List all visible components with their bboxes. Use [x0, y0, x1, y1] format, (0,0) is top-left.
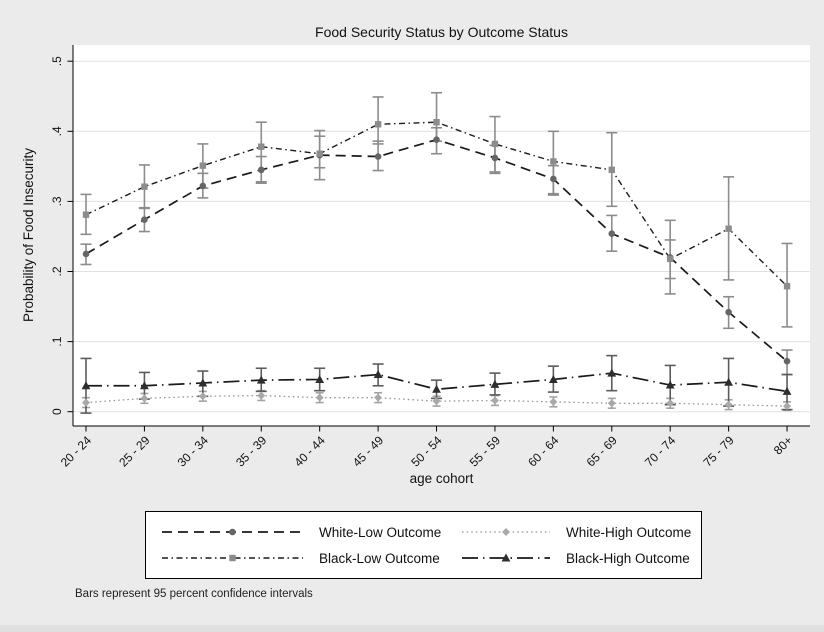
x-tick-label: 45 - 49 — [349, 433, 387, 470]
legend-label: White-High Outcome — [566, 524, 692, 540]
legend-item — [460, 524, 691, 540]
legend-sample-circle — [160, 524, 305, 540]
x-tick-label: 25 - 29 — [116, 433, 153, 470]
x-tick-label: 35 - 39 — [233, 433, 270, 470]
note-text: Bars represent 95 percent confidence intervals — [75, 588, 313, 600]
y-tick-label: .1 — [50, 336, 64, 347]
x-tick-label: 40 - 44 — [291, 433, 328, 470]
x-tick-label: 60 - 64 — [525, 433, 562, 470]
y-tick-label: .5 — [50, 56, 64, 67]
bottom-strip — [0, 625, 824, 632]
x-tick-label: 55 - 59 — [466, 433, 504, 470]
y-tick-label: 0 — [50, 408, 64, 416]
x-axis-title: age cohort — [409, 471, 474, 486]
legend-label: Black-High Outcome — [566, 550, 690, 566]
legend-item — [460, 550, 691, 566]
legend-sample-square — [160, 550, 305, 566]
legend-label: Black-Low Outcome — [319, 550, 440, 566]
x-tick-label: 65 - 69 — [583, 433, 620, 470]
x-tick-label: 75 - 79 — [700, 433, 737, 470]
legend-label: White-Low Outcome — [319, 524, 442, 540]
legend-grid — [146, 512, 701, 578]
x-tick-label: 20 - 24 — [57, 433, 95, 470]
chart-title: Food Security Status by Outcome Status — [315, 24, 568, 40]
y-axis-title: Probability of Food Insecurity — [21, 147, 36, 323]
plot-area — [73, 45, 810, 426]
legend — [145, 511, 702, 579]
legend-sample-triangle — [460, 550, 552, 566]
x-tick-label: 30 - 34 — [174, 433, 211, 470]
x-tick-label: 70 - 74 — [642, 433, 679, 470]
legend-item — [160, 524, 460, 540]
y-tick-label: .2 — [50, 266, 64, 277]
x-tick-label: 80+ — [770, 433, 796, 458]
legend-sample-diamond — [460, 524, 552, 540]
legend-item — [160, 550, 460, 566]
y-tick-label: .4 — [50, 126, 64, 137]
x-tick-label: 50 - 54 — [408, 433, 445, 470]
y-tick-label: .3 — [50, 196, 64, 207]
